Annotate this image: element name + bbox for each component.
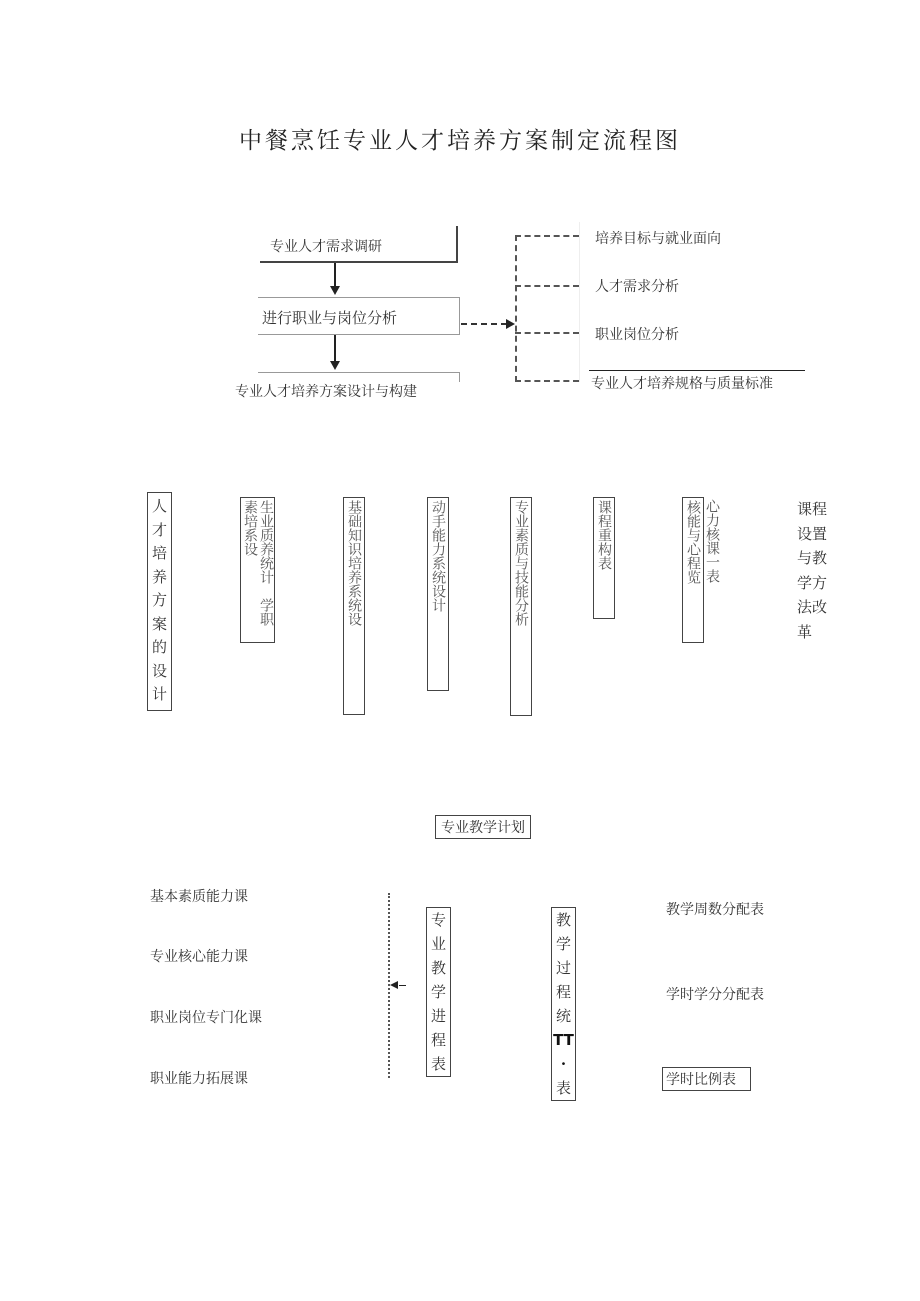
course-type-basic: 基本素质能力课 [150, 889, 248, 905]
char: 才 [151, 520, 167, 539]
char: 学 [555, 935, 571, 953]
char: 学 [430, 983, 446, 1001]
flow-step-1-label: 专业人才需求调研 [270, 239, 382, 255]
branch-label-1: 培养目标与就业面向 [595, 231, 721, 247]
divider-line [579, 222, 580, 382]
course-type-core: 专业核心能力课 [150, 949, 248, 965]
box-text-col: 基础知识培养系统设 [346, 500, 362, 626]
box-text-col: 生业质养统计 学职 [258, 500, 274, 626]
divider-line [589, 370, 805, 371]
dashed-branch [515, 285, 579, 287]
course-reform-label [797, 497, 827, 644]
arrow-down-icon [330, 361, 340, 370]
char: 程 [430, 1031, 446, 1049]
flow-step-3-label: 专业人才培养方案设计与构建 [235, 384, 417, 400]
char: 养 [151, 567, 167, 586]
char: 专 [430, 911, 446, 929]
char: TT [553, 1031, 574, 1049]
table-hours-credits: 学时学分分配表 [666, 987, 764, 1003]
label-line: 学方 [797, 573, 828, 592]
label-line: 课程 [797, 500, 828, 518]
flow-step-2-label: 进行职业与岗位分析 [262, 309, 398, 327]
design-box-professional-quality [240, 497, 275, 643]
page-title: 中餐烹饪专业人才培养方案制定流程图 [239, 128, 681, 154]
table-hours-ratio: 学时比例表 [662, 1067, 751, 1091]
char: 培 [151, 544, 167, 562]
char: 表 [430, 1055, 446, 1073]
dashed-connector [461, 323, 507, 325]
teaching-plan-header: 专业教学计划 [435, 815, 531, 839]
char: 程 [555, 983, 571, 1001]
dashed-branch [515, 332, 579, 334]
arrow-line [334, 335, 336, 362]
arrow-line [334, 263, 336, 287]
char: 设 [151, 661, 167, 680]
box-text-col: 动手能力系统设计 [430, 500, 446, 612]
design-box-skill-analysis [510, 497, 532, 716]
char: 计 [151, 685, 167, 703]
char: 的 [151, 638, 167, 656]
dashed-bracket [515, 235, 579, 382]
label-line: 革 [797, 622, 813, 641]
design-box-hands-on [427, 497, 449, 691]
char: 进 [430, 1007, 446, 1025]
box-text-col-outside: 心力核课一表 [704, 499, 720, 583]
label-line: 与教 [797, 549, 828, 567]
branch-label-3: 职业岗位分析 [595, 327, 679, 343]
design-label-box [147, 492, 172, 711]
box-text-col: 专业素质与技能分析 [513, 500, 529, 626]
design-box-core-courses [682, 497, 704, 643]
char: 案 [151, 614, 167, 633]
teaching-progress-table-box [426, 907, 451, 1077]
char: 表 [555, 1079, 571, 1097]
teaching-process-table-box [551, 907, 576, 1101]
char: 统 [555, 1007, 571, 1025]
char: 教 [430, 959, 446, 977]
char: · [560, 1055, 567, 1073]
box-text-col: 素培系设 [242, 500, 258, 556]
char: 方 [151, 591, 167, 609]
label-line: 法改 [797, 598, 828, 616]
table-teaching-weeks: 教学周数分配表 [666, 902, 764, 918]
arrow-stub [399, 985, 406, 986]
arrow-down-icon [330, 286, 340, 295]
box-text-col: 核能与心程览 [685, 500, 701, 584]
course-type-extension: 职业能力拓展课 [150, 1071, 248, 1087]
design-box-basic-knowledge [343, 497, 365, 715]
char: 过 [555, 959, 571, 977]
label-line: 设置 [797, 524, 828, 543]
design-box-course-restructure [593, 497, 615, 619]
arrow-left-icon [390, 981, 398, 989]
course-type-specialization: 职业岗位专门化课 [150, 1010, 262, 1026]
char: 业 [430, 935, 446, 953]
char: 人 [151, 497, 167, 515]
branch-label-4: 专业人才培养规格与质量标准 [591, 376, 773, 392]
arrow-right-icon [506, 319, 515, 329]
branch-label-2: 人才需求分析 [595, 279, 679, 295]
char: 教 [555, 911, 571, 929]
box-text-col: 课程重构表 [596, 500, 612, 570]
